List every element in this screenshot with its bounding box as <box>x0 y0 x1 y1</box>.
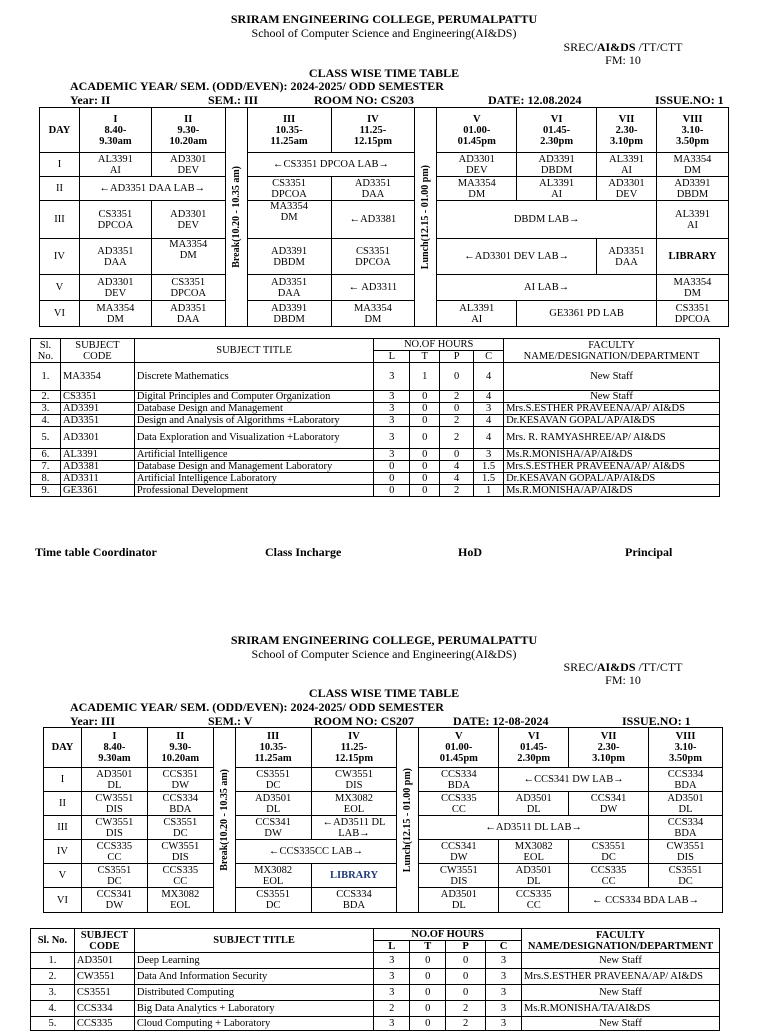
subject-fac-cell: New Staff <box>521 1017 719 1031</box>
break-column: Break(10.20 - 10.35 am) <box>225 108 247 327</box>
tt-cell: AD3351 DAA <box>79 239 151 275</box>
subject-code-cell: CCS335 <box>74 1017 134 1031</box>
document-ref: SREC/AI&DS /TT/CTT FM: 10 <box>563 40 683 67</box>
subject-p-cell: 0 <box>440 403 474 415</box>
tt-cell: AD3351 DAA <box>597 239 657 275</box>
subject-p-cell: 0 <box>446 953 486 969</box>
year-label: Year: III <box>70 714 115 728</box>
academic-year: ACADEMIC YEAR/ SEM. (ODD/EVEN): 2024-2025/ ODD SEMESTER <box>70 700 444 714</box>
signature-hod: HoD <box>458 545 482 559</box>
period-header: VIII 3.10- 3.50pm <box>656 108 728 153</box>
day-cell: V <box>44 864 82 888</box>
subject-t-cell: 0 <box>410 391 440 403</box>
issue-label: ISSUE.NO: 1 <box>655 93 724 107</box>
subject-l-cell: 3 <box>374 391 410 403</box>
period-header: V 01.00- 01.45pm <box>419 728 499 768</box>
college-name: SRIRAM ENGINEERING COLLEGE, PERUMALPATTU <box>230 12 538 26</box>
subject-t-cell: 0 <box>410 461 440 473</box>
subject-t-cell: 0 <box>410 985 446 1001</box>
tt-cell: ←AD3301 DEV LAB→ <box>437 239 597 275</box>
faculty-header: FACULTY NAME/DESIGNATION/DEPARTMENT <box>504 339 720 363</box>
subject-p-cell: 0 <box>440 363 474 391</box>
subject-p-cell: 2 <box>440 415 474 427</box>
subject-sl-cell: 1. <box>31 363 61 391</box>
tt-cell: CCS341 DW <box>569 792 649 816</box>
timetable-grid <box>39 107 729 327</box>
tt-cell: CCS334 BDA <box>311 888 397 913</box>
subject-fac-cell: Ms.R.MONISHA/TA/AI&DS <box>521 1001 719 1017</box>
subject-fac-cell: Mrs.S.ESTHER PRAVEENA/AP/ AI&DS <box>521 969 719 985</box>
subject-l-cell: 2 <box>374 1001 410 1017</box>
subject-c-cell: 3 <box>486 985 522 1001</box>
tt-cell: ←AD3381 <box>331 201 415 239</box>
subject-title-cell: Data And Information Security <box>134 969 373 985</box>
tt-cell: CCS351 DW <box>147 768 213 792</box>
date-label: DATE: 12.08.2024 <box>488 93 582 107</box>
tt-cell: GE3361 PD LAB <box>517 301 657 327</box>
tt-cell: CS3551 DC <box>649 864 723 888</box>
tt-cell: CS3551 DC <box>81 864 147 888</box>
subject-code-cell: CS3351 <box>60 391 134 403</box>
tt-cell: CCS334 BDA <box>147 792 213 816</box>
tt-cell: CCS341 DW <box>235 816 311 840</box>
tt-cell: CCS335 CC <box>569 864 649 888</box>
day-header: DAY <box>44 728 82 768</box>
room-label: ROOM NO: CS207 <box>314 714 414 728</box>
signature-class-incharge: Class Incharge <box>265 545 342 559</box>
period-header: I 8.40- 9.30am <box>81 728 147 768</box>
subject-title-cell: Deep Learning <box>134 953 373 969</box>
tt-cell: AD3391 DBDM <box>247 239 331 275</box>
t-header: T <box>410 941 446 953</box>
subject-code-cell: AD3391 <box>60 403 134 415</box>
table-row <box>31 427 720 449</box>
tt-cell: AL3391 AI <box>517 177 597 201</box>
subject-title-cell: Data Exploration and Visualization +Laboratory <box>134 427 373 449</box>
tt-cell: AD3351 DAA <box>331 177 415 201</box>
school-name: School of Computer Science and Engineering(AI&DS) <box>251 647 517 661</box>
day-cell: VI <box>40 301 80 327</box>
subject-l-cell: 3 <box>374 1017 410 1031</box>
subject-title-cell: Discrete Mathematics <box>134 363 373 391</box>
subject-code-cell: AD3381 <box>60 461 134 473</box>
subject-fac-cell: Dr.KESAVAN GOPAL/AP/AI&DS <box>504 415 720 427</box>
tt-cell: MX3082 EOL <box>499 840 569 864</box>
tt-cell: AD3391 DBDM <box>517 153 597 177</box>
tt-cell: AL3391 AI <box>656 201 728 239</box>
table-row <box>31 403 720 415</box>
tt-cell: MA3354 DM <box>331 301 415 327</box>
tt-cell: CCS335 CC <box>499 888 569 913</box>
subject-l-cell: 3 <box>374 969 410 985</box>
issue-label: ISSUE.NO: 1 <box>622 714 691 728</box>
subject-c-cell: 3 <box>486 969 522 985</box>
day-cell: IV <box>44 840 82 864</box>
subject-p-cell: 4 <box>440 473 474 485</box>
tt-cell: CCS335 CC <box>419 792 499 816</box>
subject-code-cell: GE3361 <box>60 485 134 497</box>
period-header: III 10.35- 11.25am <box>247 108 331 153</box>
subject-c-cell: 3 <box>486 1001 522 1017</box>
tt-cell: MA3354 DM <box>656 275 728 301</box>
day-cell: II <box>40 177 80 201</box>
subject-c-cell: 3 <box>474 449 504 461</box>
tt-cell: CS3351 DPCOA <box>656 301 728 327</box>
sem-label: SEM.: III <box>208 93 259 107</box>
subject-sl-cell: 5. <box>31 1017 75 1031</box>
subject-title-cell: Professional Development <box>134 485 373 497</box>
table-row <box>31 415 720 427</box>
tt-cell: CW3551 DIS <box>649 840 723 864</box>
subject-fac-cell: Mrs. R. RAMYASHREE/AP/ AI&DS <box>504 427 720 449</box>
tt-cell: CW3551 DIS <box>419 864 499 888</box>
subject-p-cell: 0 <box>440 449 474 461</box>
academic-year: ACADEMIC YEAR/ SEM. (ODD/EVEN): 2024-2025/ ODD SEMESTER <box>70 79 444 93</box>
tt-cell: CW3551 DIS <box>81 816 147 840</box>
subject-l-cell: 3 <box>374 449 410 461</box>
tt-cell: ←CCS341 DW LAB→ <box>499 768 649 792</box>
document-ref: SREC/AI&DS /TT/CTT FM: 10 <box>563 660 683 687</box>
l-header: L <box>374 941 410 953</box>
c-header: C <box>486 941 522 953</box>
period-header: V 01.00- 01.45pm <box>437 108 517 153</box>
subject-t-cell: 0 <box>410 953 446 969</box>
subject-t-cell: 0 <box>410 403 440 415</box>
table-row <box>31 485 720 497</box>
tt-cell: ← AD3311 <box>331 275 415 301</box>
subject-sl-cell: 4. <box>31 415 61 427</box>
t-header: T <box>410 351 440 363</box>
class-timetable-title: CLASS WISE TIME TABLE <box>308 66 460 80</box>
tt-cell: CS3551 DC <box>235 888 311 913</box>
subject-title-cell: Artificial Intelligence Laboratory <box>134 473 373 485</box>
subject-p-cell: 2 <box>440 391 474 403</box>
subject-c-cell: 4 <box>474 427 504 449</box>
college-name: SRIRAM ENGINEERING COLLEGE, PERUMALPATTU <box>230 633 538 647</box>
sl-header: Sl. No. <box>31 929 75 953</box>
tt-cell: AD3351 DAA <box>247 275 331 301</box>
period-header: III 10.35- 11.25am <box>235 728 311 768</box>
tt-cell: ←CS3351 DPCOA LAB→ <box>247 153 415 177</box>
period-header: VI 01.45- 2.30pm <box>499 728 569 768</box>
subject-code-cell: MA3354 <box>60 363 134 391</box>
tt-cell: CW3551 DIS <box>81 792 147 816</box>
lunch-column: Lunch(12.15 - 01.00 pm) <box>415 108 437 327</box>
tt-cell: AL3391 AI <box>79 153 151 177</box>
tt-cell: MX3082 EOL <box>235 864 311 888</box>
table-row <box>31 953 720 969</box>
timetable-grid <box>43 727 723 913</box>
subject-table <box>30 928 720 1031</box>
subject-t-cell: 0 <box>410 473 440 485</box>
subject-title-cell: Big Data Analytics + Laboratory <box>134 1001 373 1017</box>
subject-l-cell: 3 <box>374 985 410 1001</box>
table-row <box>31 461 720 473</box>
subject-t-cell: 0 <box>410 969 446 985</box>
subject-p-cell: 2 <box>446 1017 486 1031</box>
subject-t-cell: 0 <box>410 415 440 427</box>
tt-cell: CCS334 BDA <box>649 816 723 840</box>
subject-c-cell: 1.5 <box>474 473 504 485</box>
subject-sl-cell: 3. <box>31 403 61 415</box>
subject-code-cell: AD3301 <box>60 427 134 449</box>
subject-c-cell: 3 <box>486 953 522 969</box>
tt-cell: ←AD3351 DAA LAB→ <box>79 177 225 201</box>
subject-fac-cell: Mrs.S.ESTHER PRAVEENA/AP/ AI&DS <box>504 403 720 415</box>
subject-sl-cell: 2. <box>31 969 75 985</box>
subject-c-cell: 1.5 <box>474 461 504 473</box>
subject-t-cell: 0 <box>410 427 440 449</box>
subject-p-cell: 2 <box>446 1001 486 1017</box>
tt-cell: MX3082 EOL <box>311 792 397 816</box>
sl-header: Sl. No. <box>31 339 61 363</box>
p-header: P <box>446 941 486 953</box>
period-header: VII 2.30- 3.10pm <box>597 108 657 153</box>
tt-cell: MX3082 EOL <box>147 888 213 913</box>
subject-sl-cell: 5. <box>31 427 61 449</box>
subject-sl-cell: 6. <box>31 449 61 461</box>
subject-fac-cell: Ms.R.MONISHA/AP/AI&DS <box>504 485 720 497</box>
period-header: IV 11.25- 12.15pm <box>331 108 415 153</box>
subject-t-cell: 0 <box>410 1017 446 1031</box>
title-header: SUBJECT TITLE <box>134 339 373 363</box>
subject-title-cell: Design and Analysis of Algorithms +Laboratory <box>134 415 373 427</box>
table-row <box>31 391 720 403</box>
tt-cell: AD3501 DL <box>81 768 147 792</box>
signature-principal: Principal <box>625 545 673 559</box>
tt-cell: CS3351 DPCOA <box>79 201 151 239</box>
subject-title-cell: Digital Principles and Computer Organization <box>134 391 373 403</box>
break-column: Break(10.20 - 10.35 am) <box>213 728 235 913</box>
period-header: IV 11.25- 12.15pm <box>311 728 397 768</box>
subject-fac-cell: New Staff <box>504 391 720 403</box>
tt-cell: CS3551 DC <box>235 768 311 792</box>
tt-cell: AD3391 DBDM <box>656 177 728 201</box>
tt-cell: CCS334 BDA <box>419 768 499 792</box>
day-cell: III <box>40 201 80 239</box>
tt-cell: CS3551 DC <box>569 840 649 864</box>
tt-cell: AI LAB→ <box>437 275 657 301</box>
subject-code-cell: AD3311 <box>60 473 134 485</box>
tt-cell: ←AD3511 DL LAB→ <box>419 816 649 840</box>
tt-cell: AD3301 DEV <box>437 153 517 177</box>
subject-l-cell: 0 <box>374 461 410 473</box>
faculty-header: FACULTY NAME/DESIGNATION/DEPARTMENT <box>521 929 719 953</box>
form-number: FM: 10 <box>605 53 641 67</box>
tt-cell: CS3351 DPCOA <box>247 177 331 201</box>
day-cell: IV <box>40 239 80 275</box>
hours-header: NO.OF HOURS <box>374 339 504 351</box>
subject-sl-cell: 4. <box>31 1001 75 1017</box>
day-header: DAY <box>40 108 80 153</box>
subject-t-cell: 0 <box>410 449 440 461</box>
form-number: FM: 10 <box>605 673 641 687</box>
period-header: II 9.30- 10.20am <box>151 108 225 153</box>
day-cell: II <box>44 792 82 816</box>
day-cell: I <box>44 768 82 792</box>
tt-cell: AD3501 DL <box>499 864 569 888</box>
subject-fac-cell: Dr.KESAVAN GOPAL/AP/AI&DS <box>504 473 720 485</box>
subject-sl-cell: 7. <box>31 461 61 473</box>
period-header: II 9.30- 10.20am <box>147 728 213 768</box>
tt-cell: ←AD3511 DL LAB→ <box>311 816 397 840</box>
tt-cell: ← CCS334 BDA LAB→ <box>569 888 723 913</box>
subject-c-cell: 3 <box>486 1017 522 1031</box>
code-header: SUBJECT CODE <box>60 339 134 363</box>
tt-cell: ←CCS335CC LAB→ <box>235 840 397 864</box>
subject-rows <box>31 953 720 1031</box>
tt-cell: AD3301 DEV <box>79 275 151 301</box>
subject-fac-cell: New Staff <box>521 985 719 1001</box>
room-label: ROOM NO: CS203 <box>314 93 414 107</box>
subject-c-cell: 3 <box>474 403 504 415</box>
subject-p-cell: 2 <box>440 485 474 497</box>
table-row <box>31 1001 720 1017</box>
tt-cell: CW3551 DIS <box>147 840 213 864</box>
subject-title-cell: Database Design and Management <box>134 403 373 415</box>
library-cell: LIBRARY <box>311 864 397 888</box>
subject-l-cell: 0 <box>374 485 410 497</box>
tt-cell: CW3551 DIS <box>311 768 397 792</box>
subject-p-cell: 2 <box>440 427 474 449</box>
tt-cell: AD3501 DL <box>499 792 569 816</box>
lunch-column: Lunch(12.15 - 01.00 pm) <box>397 728 419 913</box>
subject-code-cell: AL3391 <box>60 449 134 461</box>
tt-cell: AD3351 DAA <box>151 301 225 327</box>
subject-code-cell: CS3551 <box>74 985 134 1001</box>
tt-cell: AD3301 DEV <box>597 177 657 201</box>
subject-p-cell: 0 <box>446 985 486 1001</box>
signature-coordinator: Time table Coordinator <box>35 545 157 559</box>
tt-cell: CCS335 CC <box>81 840 147 864</box>
subject-code-cell: AD3501 <box>74 953 134 969</box>
title-header: SUBJECT TITLE <box>134 929 373 953</box>
tt-cell: MA3354 DM <box>79 301 151 327</box>
subject-p-cell: 0 <box>446 969 486 985</box>
period-header: VI 01.45- 2.30pm <box>517 108 597 153</box>
table-row <box>31 363 720 391</box>
hours-header: NO.OF HOURS <box>374 929 522 941</box>
class-timetable-title: CLASS WISE TIME TABLE <box>308 686 460 700</box>
table-row <box>31 449 720 461</box>
subject-sl-cell: 8. <box>31 473 61 485</box>
subject-c-cell: 4 <box>474 363 504 391</box>
tt-cell: AD3501 DL <box>419 888 499 913</box>
tt-cell: AD3301 DEV <box>151 201 225 239</box>
subject-c-cell: 4 <box>474 415 504 427</box>
tt-cell: CCS341 DW <box>419 840 499 864</box>
library-cell: LIBRARY <box>656 239 728 275</box>
day-cell: VI <box>44 888 82 913</box>
subject-fac-cell: Mrs.S.ESTHER PRAVEENA/AP/ AI&DS <box>504 461 720 473</box>
tt-cell: AD3501 DL <box>649 792 723 816</box>
subject-l-cell: 3 <box>374 363 410 391</box>
day-cell: III <box>44 816 82 840</box>
subject-l-cell: 3 <box>374 415 410 427</box>
subject-title-cell: Artificial Intelligence <box>134 449 373 461</box>
subject-fac-cell: New Staff <box>521 953 719 969</box>
subject-p-cell: 4 <box>440 461 474 473</box>
subject-l-cell: 0 <box>374 473 410 485</box>
tt-cell: AD3391 DBDM <box>247 301 331 327</box>
sem-label: SEM.: V <box>208 714 253 728</box>
subject-sl-cell: 2. <box>31 391 61 403</box>
tt-cell: MA3354 DM <box>151 239 225 275</box>
period-header: I 8.40- 9.30am <box>79 108 151 153</box>
l-header: L <box>374 351 410 363</box>
school-name: School of Computer Science and Engineering(AI&DS) <box>251 26 517 40</box>
subject-title-cell: Distributed Computing <box>134 985 373 1001</box>
subject-rows <box>31 363 720 497</box>
subject-title-cell: Cloud Computing + Laboratory <box>134 1017 373 1031</box>
period-header: VII 2.30- 3.10pm <box>569 728 649 768</box>
tt-cell: CS3551 DC <box>147 816 213 840</box>
tt-cell: CCS341 DW <box>81 888 147 913</box>
period-header: VIII 3.10- 3.50pm <box>649 728 723 768</box>
tt-cell: CS3351 DPCOA <box>151 275 225 301</box>
subject-t-cell: 0 <box>410 1001 446 1017</box>
subject-sl-cell: 9. <box>31 485 61 497</box>
date-label: DATE: 12-08-2024 <box>453 714 549 728</box>
subject-c-cell: 4 <box>474 391 504 403</box>
subject-code-cell: AD3351 <box>60 415 134 427</box>
tt-cell: CCS334 BDA <box>649 768 723 792</box>
tt-cell: AL3391 AI <box>437 301 517 327</box>
tt-cell: MA3354 DM <box>656 153 728 177</box>
subject-fac-cell: New Staff <box>504 363 720 391</box>
tt-cell: AL3391 AI <box>597 153 657 177</box>
subject-code-cell: CCS334 <box>74 1001 134 1017</box>
code-header: SUBJECT CODE <box>74 929 134 953</box>
tt-cell: AD3301 DEV <box>151 153 225 177</box>
day-cell: V <box>40 275 80 301</box>
tt-cell: AD3501 DL <box>235 792 311 816</box>
subject-l-cell: 3 <box>374 403 410 415</box>
subject-code-cell: CW3551 <box>74 969 134 985</box>
day-cell: I <box>40 153 80 177</box>
subject-table <box>30 338 720 497</box>
tt-cell: CCS335 CC <box>147 864 213 888</box>
subject-fac-cell: Ms.R.MONISHA/AP/AI&DS <box>504 449 720 461</box>
subject-l-cell: 3 <box>374 953 410 969</box>
p-header: P <box>440 351 474 363</box>
subject-t-cell: 0 <box>410 485 440 497</box>
tt-cell: DBDM LAB→ <box>437 201 657 239</box>
subject-t-cell: 1 <box>410 363 440 391</box>
table-row <box>31 473 720 485</box>
table-row <box>31 969 720 985</box>
subject-sl-cell: 3. <box>31 985 75 1001</box>
subject-c-cell: 1 <box>474 485 504 497</box>
c-header: C <box>474 351 504 363</box>
tt-cell: MA3354 DM <box>437 177 517 201</box>
subject-l-cell: 3 <box>374 427 410 449</box>
subject-sl-cell: 1. <box>31 953 75 969</box>
subject-title-cell: Database Design and Management Laboratory <box>134 461 373 473</box>
year-label: Year: II <box>70 93 111 107</box>
tt-cell: CS3351 DPCOA <box>331 239 415 275</box>
table-row <box>31 985 720 1001</box>
tt-cell: MA3354 DM <box>247 201 331 239</box>
